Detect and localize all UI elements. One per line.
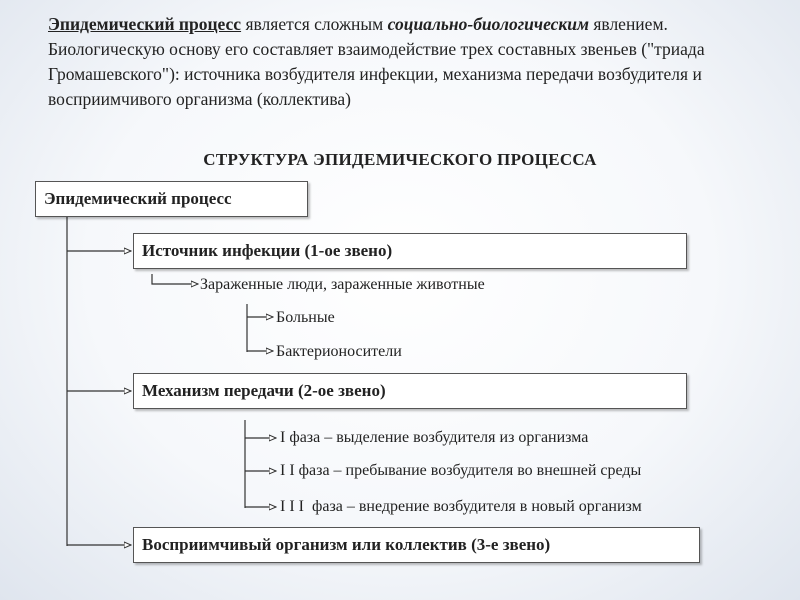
intro-lead: Эпидемический процесс [48,14,242,34]
root-box: Эпидемический процесс [35,181,308,217]
phase-1-item: I фаза – выделение возбудителя из организма [280,429,589,446]
patients-item: Больные [276,309,335,326]
mechanism-box: Механизм передачи (2-ое звено) [133,373,687,409]
phase-2-item: I I фаза – пребывание возбудителя во внешней среды [280,462,642,479]
intro-text-2: явлением. Биологическую основу его составляет взаимодействие трех составных звеньев ("триада Громашевского"): источника возбудителя инфекции, механизма передачи возбудителя и восприимчивого организма (коллектива) [48,14,705,109]
intro-text-1: является сложным [241,14,388,34]
infected-item: Зараженные люди, зараженные животные [200,276,485,293]
carriers-item: Бактерионосители [276,343,402,360]
source-box: Источник инфекции (1-ое звено) [133,233,687,269]
phase-3-item: I I I фаза – внедрение возбудителя в новый организм [280,498,642,515]
structure-title: СТРУКТУРА ЭПИДЕМИЧЕСКОГО ПРОЦЕССА [203,150,597,169]
arrow-to-infected [152,274,198,284]
intro-emphasis: социально-биологическим [387,14,589,34]
host-box: Восприимчивый организм или коллектив (3-е звено) [133,527,700,563]
